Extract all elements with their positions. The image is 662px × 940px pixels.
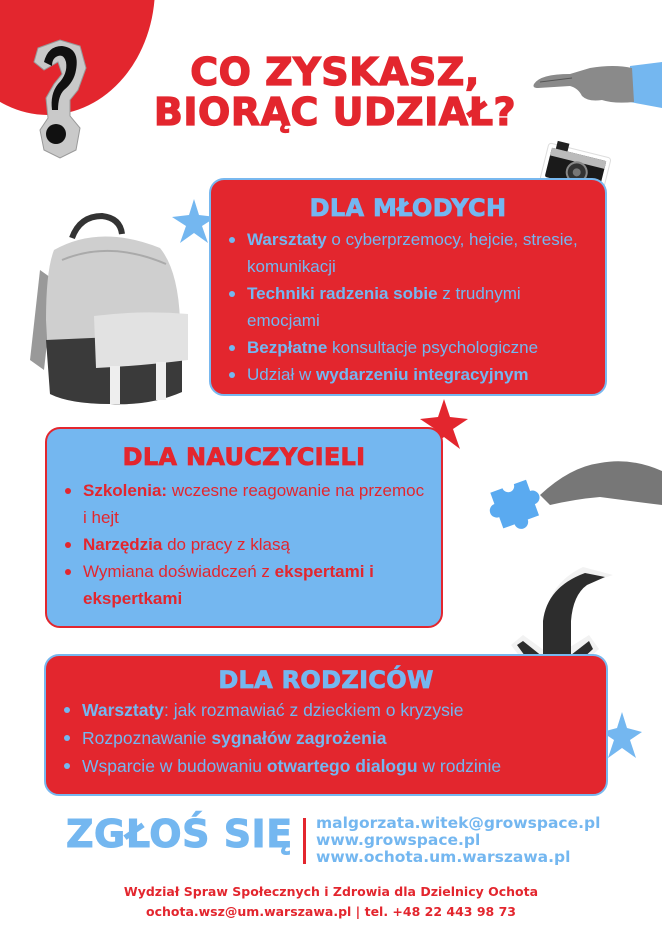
- item-text: : jak rozmawiać z dzieckiem o kryzysie: [164, 700, 464, 720]
- section-for-parents: [44, 654, 608, 796]
- item-bold: otwartego dialogu: [266, 756, 418, 776]
- list-item: [225, 334, 591, 361]
- item-text: wczesne reagowanie na przemoc i hejt: [83, 481, 425, 527]
- list-item: [60, 724, 592, 752]
- question-mark-icon: [30, 38, 88, 160]
- footer-organization: Wydział Spraw Społecznych i Zdrowia dla Dzielnicy Ochota: [123, 884, 539, 899]
- title-line-2: BIORĄC UDZIAŁ?: [153, 90, 517, 134]
- item-bold: wydarzeniu integracyjnym: [315, 365, 529, 384]
- list-item: [61, 477, 427, 531]
- page-title: [120, 52, 550, 132]
- item-bold: ekspertami i ekspertkami: [83, 562, 374, 608]
- divider: [303, 818, 306, 864]
- benefit-list: [61, 477, 427, 612]
- item-text: o cyberprzemocy, hejcie, stresie, komunikacji: [247, 230, 578, 276]
- item-bold: Warsztaty: [82, 700, 165, 720]
- section-for-youth: [209, 178, 607, 396]
- item-text: Wymiana doświadczeń z: [83, 562, 275, 581]
- list-item: [61, 558, 427, 612]
- list-item: [225, 361, 591, 388]
- item-text: Udział w: [247, 365, 316, 384]
- item-bold: Techniki radzenia sobie: [247, 284, 438, 303]
- item-text: konsultacje psychologiczne: [327, 338, 539, 357]
- section-for-teachers: [45, 427, 443, 628]
- list-item: [60, 752, 592, 780]
- title-line-1: CO ZYSKASZ,: [190, 50, 480, 94]
- section-title: DLA MŁODYCH: [309, 194, 507, 222]
- benefit-list: [225, 226, 591, 388]
- item-text: Rozpoznawanie: [82, 728, 212, 748]
- item-text: do pracy z klasą: [162, 535, 290, 554]
- item-bold: Szkolenia:: [83, 481, 168, 500]
- puzzle-hand-icon: [480, 455, 662, 535]
- list-item: [225, 280, 591, 334]
- benefit-list: [60, 696, 592, 780]
- list-item: [60, 696, 592, 724]
- list-item: [61, 531, 427, 558]
- footer: [0, 882, 662, 922]
- website-link-ochota[interactable]: www.ochota.um.warszawa.pl: [316, 848, 571, 866]
- section-title: DLA RODZICÓW: [218, 666, 434, 694]
- website-link-growspace[interactable]: www.growspace.pl: [316, 831, 481, 849]
- item-bold: Bezpłatne: [247, 338, 328, 357]
- contact-links: [316, 815, 600, 866]
- item-bold: sygnałów zagrożenia: [211, 728, 387, 748]
- item-bold: Warsztaty: [247, 230, 327, 249]
- item-bold: Narzędzia: [83, 535, 163, 554]
- item-text: Wsparcie w budowaniu: [82, 756, 267, 776]
- footer-contact: ochota.wsz@um.warszawa.pl | tel. +48 22 443 98 73: [145, 904, 516, 919]
- pointing-hand-icon: [530, 60, 662, 110]
- section-title: DLA NAUCZYCIELI: [122, 443, 366, 471]
- item-text: w rodzinie: [417, 756, 502, 776]
- list-item: [225, 226, 591, 280]
- email-link[interactable]: malgorzata.witek@growspace.pl: [316, 814, 601, 832]
- item-text: z trudnymi emocjami: [247, 284, 521, 330]
- signup-heading: ZGŁOŚ SIĘ: [66, 812, 293, 856]
